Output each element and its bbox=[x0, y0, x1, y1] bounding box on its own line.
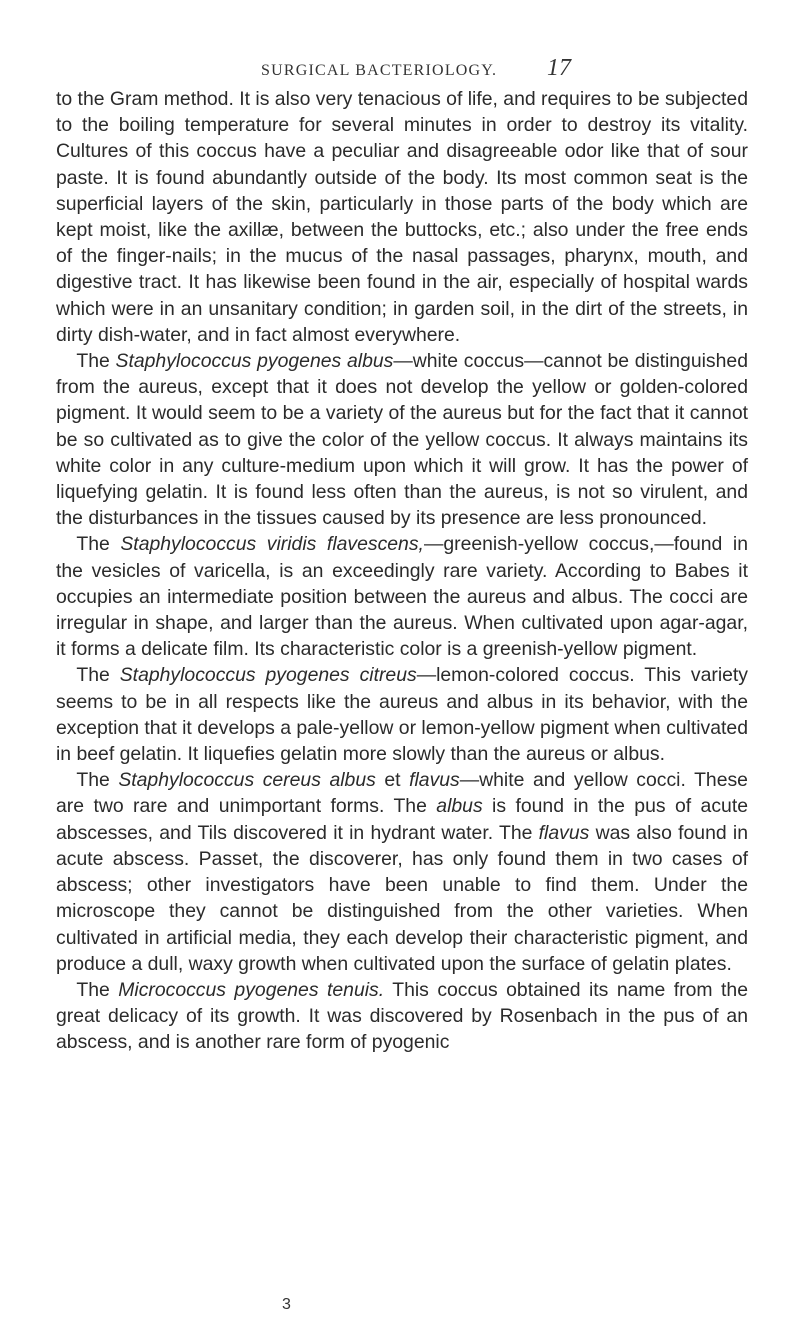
paragraph-albus bbox=[56, 348, 748, 531]
article-the: The bbox=[76, 664, 120, 687]
inline-term: albus bbox=[436, 795, 483, 818]
species-name: Micrococcus pyogenes tenuis. bbox=[118, 978, 385, 1001]
paragraph-citreus bbox=[56, 662, 748, 767]
paragraph-tenuis bbox=[56, 977, 748, 1056]
running-head: SURGICAL BACTERIOLOGY. bbox=[261, 62, 498, 79]
paragraph-text: to the Gram method. It is also very tenacious of life, and requires to be subjected to the boiling temperature for several minutes in order to destroy its vitality. Cultures of this coccus have a peculiar and disagreeable odor like that of sour paste. It is found abundantly outside of the body. Its most common seat is the superficial layers of the skin, particularly in those parts of the body which are kept moist, like the axillæ, between the buttocks, etc.; also under the free ends of the finger-nails; in the mucus of the nasal passages, pharynx, mouth, and digestive tract. It has likewise been found in the air, especially of hospital wards which were in an unsanitary condition; in garden soil, in the dirt of the streets, in dirty dish-water, and in fact almost everywhere. bbox=[56, 88, 748, 346]
species-name: Staphylococcus viridis flavescens, bbox=[120, 533, 424, 556]
page-number: 17 bbox=[547, 55, 571, 81]
paragraph-text: —lemon-colored coccus. This variety seems to be in all respects like the aureus and albus in its behavior, with the exception that it develops a pale-yellow or lemon-yellow pigment when cultivated in beef gelatin. It liquefies gelatin more slowly than the aureus or albus. bbox=[56, 664, 748, 766]
paragraph-viridis-flavescens bbox=[56, 531, 748, 662]
paragraph-text: is found in the pus of acute abscesses, and Tils discovered it in hydrant water. The bbox=[56, 795, 748, 844]
species-name: Staphylococcus pyogenes citreus bbox=[119, 664, 417, 687]
paragraph-text: This coccus obtained its name from the great delicacy of its growth. It was discovered by Rosenbach in the pus of an abscess, and is another rare form of pyogenic bbox=[56, 978, 748, 1054]
article-the: The bbox=[76, 350, 116, 373]
name-joiner: et bbox=[375, 769, 410, 792]
body-text bbox=[56, 86, 748, 1056]
paragraph-text: —white coccus—cannot be distinguished from the aureus, except that it does not develop the yellow or golden-colored pigment. It would seem to be a variety of the aureus but for the fact that it cannot be so cultivated as to give the color of the yellow coccus. It always maintains its white color in any culture-medium upon which it will grow. It has the power of liquefying gelatin. It is found less often than the aureus, is not so virulent, and the disturbances in the tissues caused by its presence are less pronounced. bbox=[56, 350, 748, 530]
species-name: Staphylococcus cereus albus bbox=[118, 769, 376, 792]
paragraph-text: was also found in acute abscess. Passet, the discoverer, has only found them in two cases of abscess; other investigators have been unable to find them. Under the microscope they cannot be distinguished from the other varieties. When cultivated in artificial media, they each develop their characteristic pigment, and produce a dull, waxy growth when cultivated upon the surface of gelatin plates. bbox=[56, 821, 748, 975]
species-name-second: flavus bbox=[409, 769, 460, 792]
paragraph-text: —greenish-yellow coccus,—found in the vesicles of varicella, is an exceedingly rare variety. According to Babes it occupies an intermediate position between the aureus and albus. The cocci are irregular in shape, and larger than the aureus. When cultivated upon agar-agar, it forms a delicate film. Its characteristic color is a greenish-yellow pigment. bbox=[56, 533, 748, 661]
article-the: The bbox=[76, 978, 119, 1001]
article-the: The bbox=[76, 769, 119, 792]
species-name: Staphylococcus pyogenes albus bbox=[115, 350, 394, 373]
paragraph-text: —white and yellow cocci. These are two rare and unimportant forms. The bbox=[56, 769, 748, 818]
inline-term: flavus bbox=[538, 821, 590, 844]
article-the: The bbox=[76, 533, 121, 556]
paragraph-cereus bbox=[56, 767, 748, 977]
signature-mark: 3 bbox=[282, 1296, 291, 1313]
paragraph-continuation bbox=[56, 86, 748, 348]
